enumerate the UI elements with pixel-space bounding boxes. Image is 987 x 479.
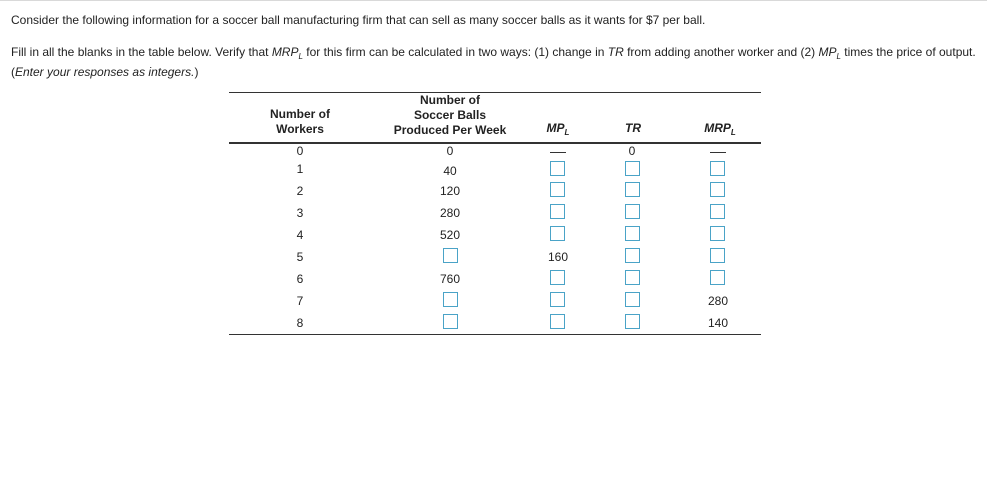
tr-input-row-4[interactable] bbox=[625, 226, 640, 241]
top-divider bbox=[0, 0, 987, 1]
mpl-input-row-2[interactable] bbox=[550, 182, 565, 197]
balls-input-row-5[interactable] bbox=[443, 248, 458, 263]
mrpl-input-row-4[interactable] bbox=[710, 226, 725, 241]
instr-note: Enter your responses as integers. bbox=[15, 65, 195, 79]
cell-workers: 6 bbox=[296, 272, 304, 286]
header-workers: Number of Workers bbox=[270, 107, 330, 136]
header-mrpl: $MRP_L$ bbox=[704, 121, 736, 137]
instr-text-b: for this firm can be calculated in two ways: (1) change in bbox=[302, 45, 608, 59]
tr-input-row-1[interactable] bbox=[625, 161, 640, 176]
tr-input-row-6[interactable] bbox=[625, 270, 640, 285]
cell-balls: 40 bbox=[443, 164, 457, 178]
cell-balls: 520 bbox=[439, 228, 461, 242]
cell-workers: 8 bbox=[296, 316, 304, 330]
cell-workers: 2 bbox=[296, 184, 304, 198]
tr-input-row-3[interactable] bbox=[625, 204, 640, 219]
header-mpl: $MP_L$ bbox=[546, 121, 570, 137]
mrpl-input-row-2[interactable] bbox=[710, 182, 725, 197]
instr-text-e: ) bbox=[194, 65, 199, 79]
cell-workers: 7 bbox=[296, 294, 304, 308]
mpl-input-row-6[interactable] bbox=[550, 270, 565, 285]
instr-tr: TR bbox=[607, 45, 624, 59]
instr-text-a: Fill in all the blanks in the table below. Verify that bbox=[11, 45, 272, 59]
mrpl-input-row-5[interactable] bbox=[710, 248, 725, 263]
question-instructions bbox=[11, 42, 979, 82]
cell-mpl-dash bbox=[550, 152, 566, 153]
cell-balls: 0 bbox=[446, 144, 454, 158]
cell-balls: 120 bbox=[439, 184, 461, 198]
mpl-input-row-4[interactable] bbox=[550, 226, 565, 241]
instr-text-d: times the price of output. ( bbox=[11, 45, 976, 79]
balls-input-row-8[interactable] bbox=[443, 314, 458, 329]
cell-mrpl-dash bbox=[710, 152, 726, 153]
table-bottom-rule bbox=[229, 334, 761, 335]
header-balls: Number of Soccer Balls Produced Per Week bbox=[393, 93, 507, 137]
cell-tr: 0 bbox=[628, 144, 636, 158]
balls-input-row-7[interactable] bbox=[443, 292, 458, 307]
instr-mrp: $MRP_L$ bbox=[271, 45, 303, 61]
cell-balls: 760 bbox=[439, 272, 461, 286]
cell-workers: 5 bbox=[296, 250, 304, 264]
mpl-input-row-7[interactable] bbox=[550, 292, 565, 307]
cell-workers: 1 bbox=[296, 162, 304, 176]
tr-input-row-8[interactable] bbox=[625, 314, 640, 329]
instr-mp: $MP_L$ bbox=[818, 45, 841, 61]
header-tr: TR bbox=[625, 121, 641, 135]
cell-workers: 4 bbox=[296, 228, 304, 242]
mpl-input-row-3[interactable] bbox=[550, 204, 565, 219]
mrpl-input-row-1[interactable] bbox=[710, 161, 725, 176]
instr-text-c: from adding another worker and (2) bbox=[623, 45, 819, 59]
mrpl-input-row-6[interactable] bbox=[710, 270, 725, 285]
mrpl-input-row-3[interactable] bbox=[710, 204, 725, 219]
cell-mpl: 160 bbox=[547, 250, 569, 264]
cell-workers: 3 bbox=[296, 206, 304, 220]
question-intro: Consider the following information for a soccer ball manufacturing firm that can sell as many soccer balls as it wants for $7 per ball. bbox=[11, 13, 706, 27]
tr-input-row-7[interactable] bbox=[625, 292, 640, 307]
cell-balls: 280 bbox=[439, 206, 461, 220]
cell-mrpl: 140 bbox=[707, 316, 729, 330]
cell-mrpl: 280 bbox=[707, 294, 729, 308]
mpl-input-row-1[interactable] bbox=[550, 161, 565, 176]
cell-workers: 0 bbox=[296, 144, 304, 158]
mpl-input-row-8[interactable] bbox=[550, 314, 565, 329]
tr-input-row-2[interactable] bbox=[625, 182, 640, 197]
tr-input-row-5[interactable] bbox=[625, 248, 640, 263]
